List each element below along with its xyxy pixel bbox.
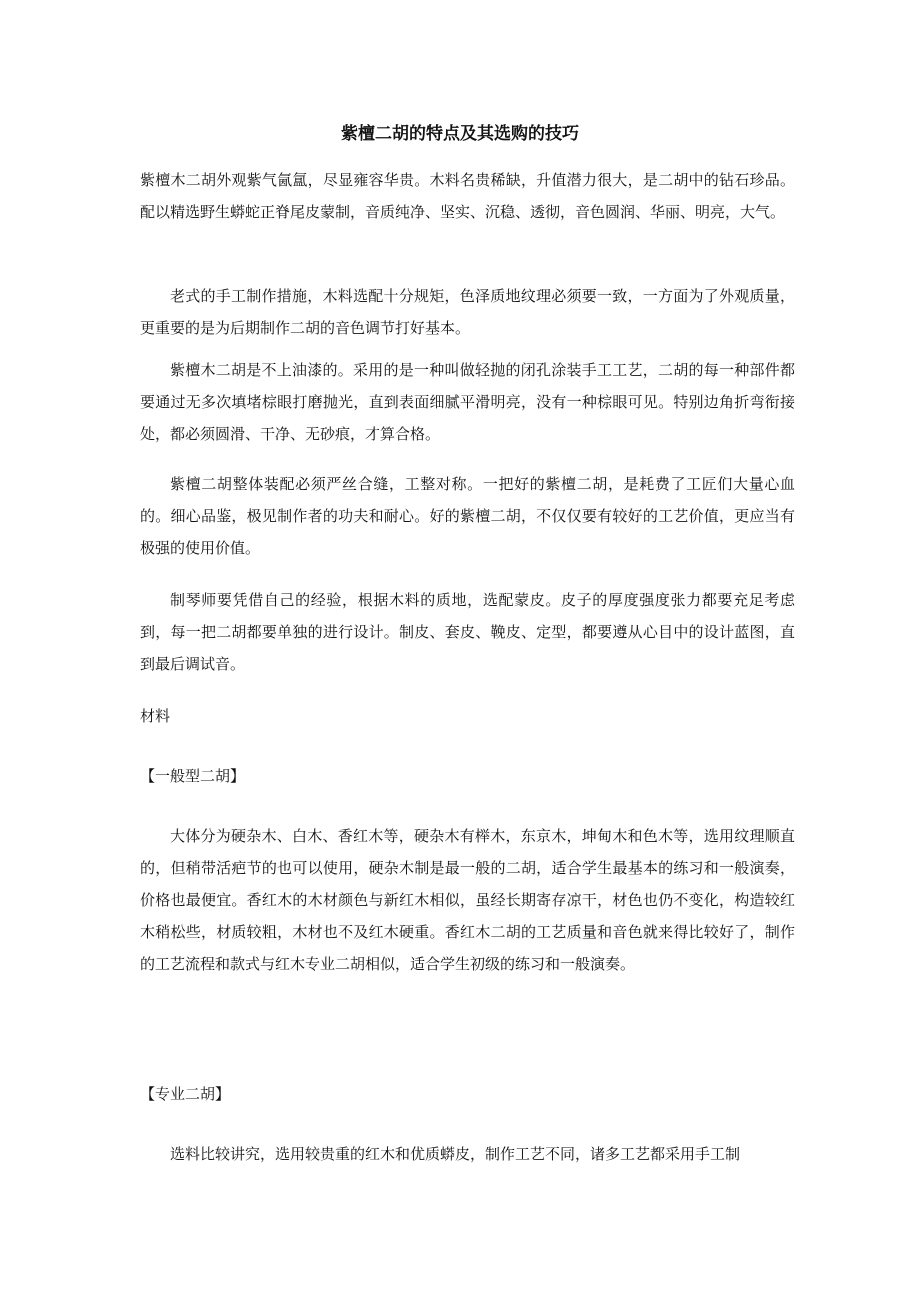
page-title: 紫檀二胡的特点及其选购的技巧 — [341, 124, 579, 144]
paragraph-maker: 制琴师要凭借自己的经验，根据木料的质地，选配蒙皮。皮子的厚度强度张力都要充足考虑到，每一把二胡都要单独的进行设计。制皮、套皮、鞔皮、定型，都要遵从心目中的设计蓝图，直到最后调试音。 — [140, 591, 795, 673]
paragraph-assembly: 紫檀二胡整体装配必须严丝合缝，工整对称。一把好的紫檀二胡，是耗费了工匠们大量心血的。细心品鉴，极见制作者的功夫和耐心。好的紫檀二胡，不仅仅要有较好的工艺价值，更应当有极强的使用价值。 — [140, 475, 795, 557]
paragraph-intro: 紫檀木二胡外观紫气氤氲，尽显雍容华贵。木料名贵稀缺，升值潜力很大，是二胡中的钻石珍品。 配以精选野生蟒蛇正脊尾皮蒙制，音质纯净、坚实、沉稳、透彻，音色圆润、华丽、明亮，大气。 — [140, 171, 795, 221]
paragraph-handmade: 老式的手工制作措施，木料选配十分规矩，色泽质地纹理必须要一致，一方面为了外观质量，更重要的是为后期制作二胡的音色调节打好基本。 — [140, 287, 795, 337]
paragraph-general-erhu: 大体分为硬杂木、白木、香红木等，硬杂木有榉木，东京木，坤甸木和色木等，选用纹理顺直的，但稍带活疤节的也可以使用，硬杂木制是最一般的二胡，适合学生最基本的练习和一般演奏，价格也最便宜。香红木的木材颜色与新红木相似，虽经长期寄存凉干，材色也仍不变化，构造较红木稍松些，材质较粗，木材也不及红木硬重。香红木二胡的工艺质量和音色就来得比较好了，制作的工艺流程和款式与红木专业二胡相似，适合学生初级的练习和一般演奏。 — [140, 827, 795, 973]
paragraph-professional-erhu: 选料比较讲究，选用较贵重的红木和优质蟒皮，制作工艺不同，诸多工艺都采用手工制 — [170, 1145, 741, 1163]
section-label-materials: 材料 — [140, 707, 171, 725]
paragraph-no-lacquer: 紫檀木二胡是不上油漆的。采用的是一种叫做轻抛的闭孔涂装手工工艺，二胡的每一种部件都要通过无多次填堵棕眼打磨抛光，直到表面细腻平滑明亮，没有一种棕眼可见。特别边角折弯衔接处，都必须圆滑、干净、无砂痕，才算合格。 — [140, 361, 795, 443]
section-heading-professional-erhu: 【专业二胡】 — [140, 1085, 231, 1103]
section-heading-general-erhu: 【一般型二胡】 — [140, 767, 246, 785]
